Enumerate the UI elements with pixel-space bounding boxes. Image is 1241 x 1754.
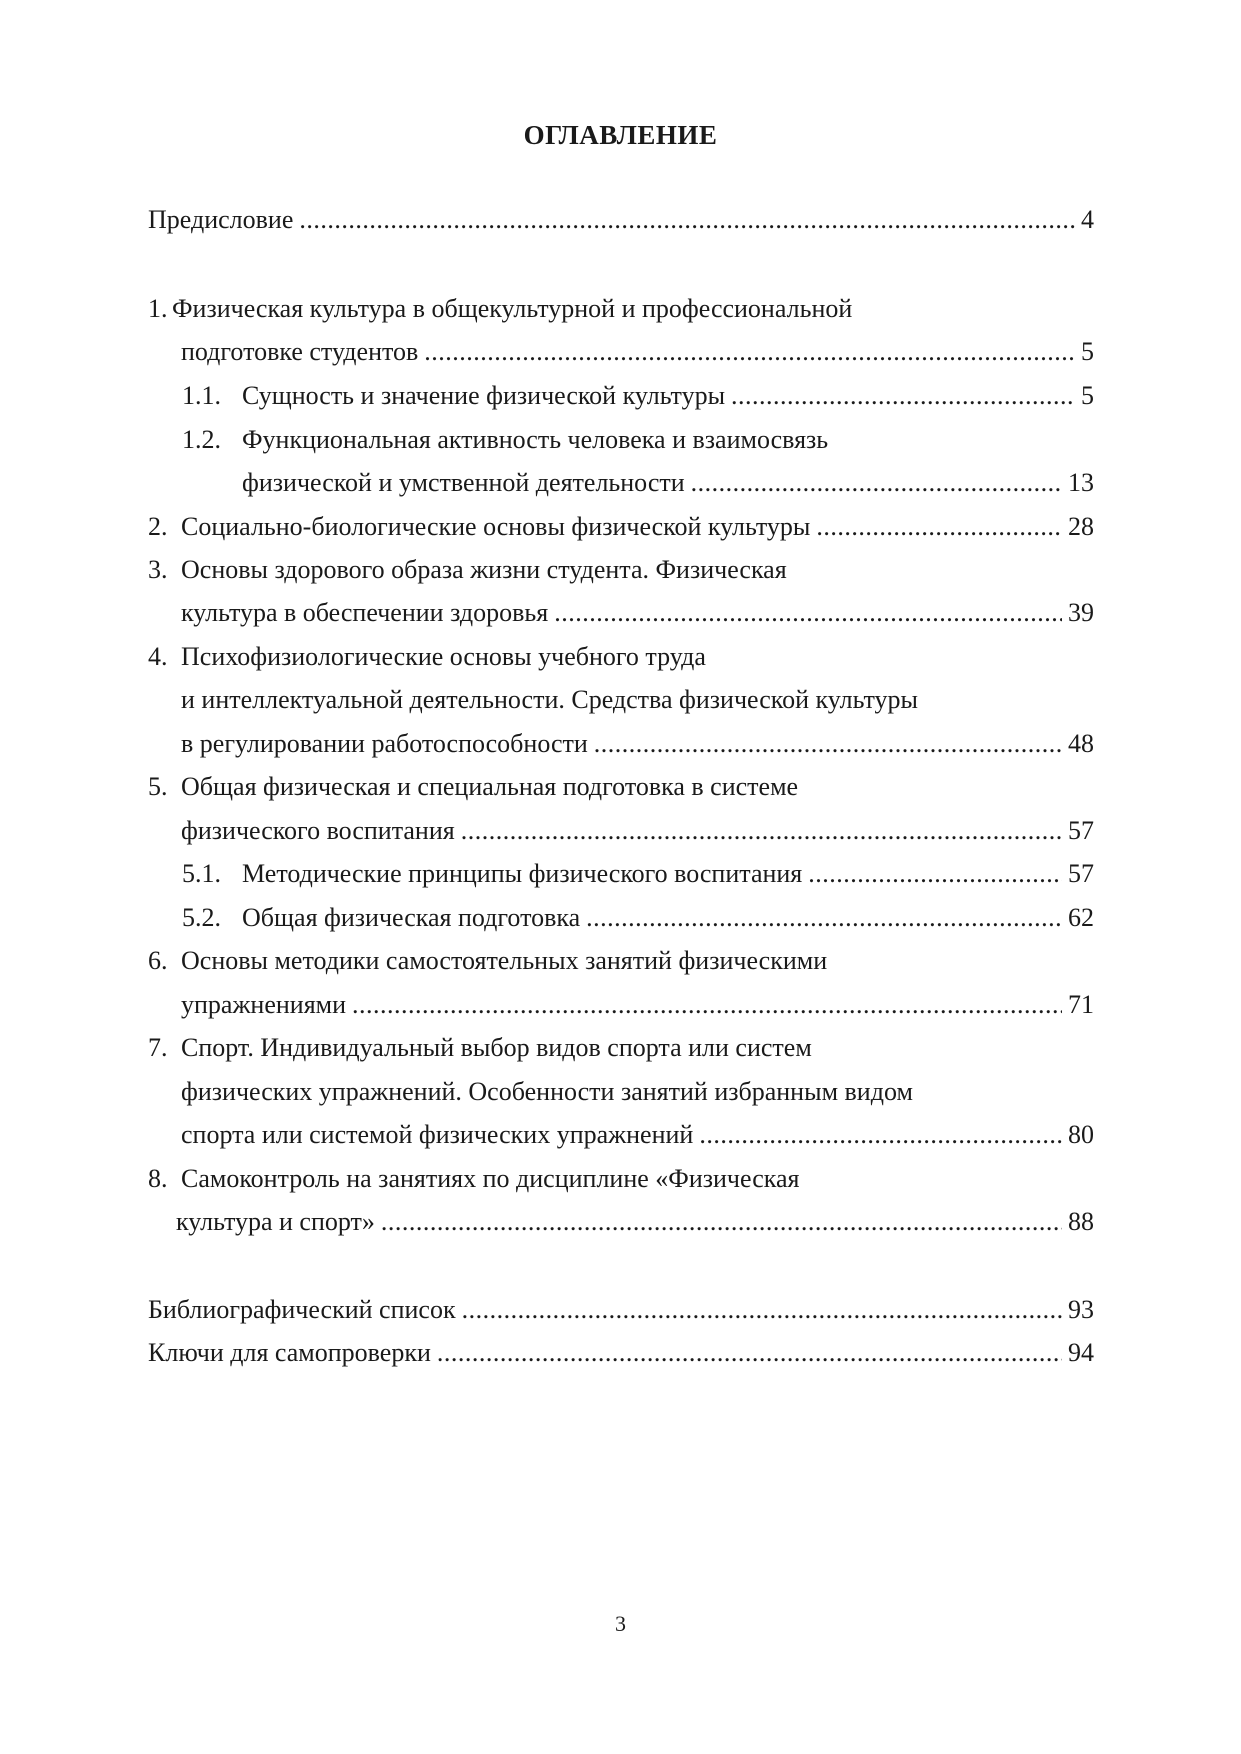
toc-entry-text: Сущность и значение физической культуры [242,381,726,410]
dot-leader [691,466,1062,500]
toc-entry-number: 1.1. [182,381,221,410]
toc-entry-number: 5.2. [182,903,221,932]
toc-entry-ch3-line2[interactable] [181,596,1094,630]
toc-page-number: 4 [1081,205,1094,234]
toc-entry-ch5-line2[interactable] [181,814,1094,848]
toc-entry-text: культура и спорт» [176,1207,375,1236]
toc-entry-text: Общая физическая подготовка [242,903,581,932]
dot-leader [352,988,1062,1022]
toc-entry-preface[interactable] [148,203,1094,237]
toc-entry-ch4-line2[interactable] [181,683,1094,717]
toc-entry-number: 3. [148,555,168,584]
toc-page-number: 5 [1081,381,1094,410]
toc-entry-text: подготовке студентов [181,337,419,366]
toc-page-number: 39 [1068,598,1094,627]
dot-leader [699,1118,1062,1152]
toc-entry-ch7-line1[interactable] [148,1031,1094,1065]
toc-entry-text: в регулировании работоспособности [181,729,588,758]
dot-leader [594,727,1062,761]
toc-entry-text: Основы методики самостоятельных занятий физическими [181,946,828,975]
toc-entry-text: физического воспитания [181,816,455,845]
toc-entry-ch1-2-line1[interactable] [182,423,1094,457]
toc-entry-text: Предисловие [148,205,294,234]
toc-page-number: 57 [1068,816,1094,845]
toc-entry-ch2[interactable] [148,510,1094,544]
toc-page-number: 62 [1068,903,1094,932]
toc-page-number: 80 [1068,1120,1094,1149]
toc-entry-keys[interactable] [148,1336,1094,1370]
page-title: ОГЛАВЛЕНИЕ [523,120,718,150]
toc-entry-text: и интеллектуальной деятельности. Средства физической культуры [181,685,918,714]
toc-entry-number: 1.2. [182,425,221,454]
toc-entry-ch6-line2[interactable] [181,988,1094,1022]
toc-entry-text: Самоконтроль на занятиях по дисциплине «Физическая [181,1164,800,1193]
toc-entry-number: 5.1. [182,859,221,888]
toc-entry-number: 4. [148,642,168,671]
toc-entry-text: Психофизиологические основы учебного труда [181,642,706,671]
toc-entry-ch1-2-line2[interactable] [242,466,1094,500]
toc-entry-ch7-line3[interactable] [181,1118,1094,1152]
toc-entry-text: Основы здорового образа жизни студента. Физическая [181,555,787,584]
toc-entry-ch1-line1[interactable] [148,292,1094,326]
toc-entry-text: Библиографический список [148,1295,456,1324]
toc-entry-text: Социально-биологические основы физической культуры [181,512,811,541]
dot-leader [808,857,1062,891]
toc-entry-text: Методические принципы физического воспитания [242,859,803,888]
toc-entry-text: Ключи для самопроверки [148,1338,431,1367]
toc-entry-ch4-line1[interactable] [148,640,1094,674]
toc-entry-ch1-line2[interactable] [181,335,1094,369]
toc-page-number: 88 [1068,1207,1094,1236]
dot-leader [424,335,1075,369]
toc-page-number: 57 [1068,859,1094,888]
toc-entry-ch6-line1[interactable] [148,944,1094,978]
toc-entry-text: Общая физическая и специальная подготовка в системе [181,772,799,801]
toc-entry-ch8-line1[interactable] [148,1162,1094,1196]
toc-entry-number: 1. [148,294,168,323]
dot-leader [462,1293,1062,1327]
dot-leader [381,1205,1062,1239]
toc-entry-bibliography[interactable] [148,1293,1094,1327]
toc-page-number: 28 [1068,512,1094,541]
toc-entry-number: 8. [148,1164,168,1193]
page-number: 3 [615,1611,626,1636]
toc-entry-ch1-1[interactable] [182,379,1094,413]
toc-page-number: 93 [1068,1295,1094,1324]
toc-page-number: 94 [1068,1338,1094,1367]
toc-page-number: 13 [1068,468,1094,497]
toc-entry-text: упражнениями [181,990,347,1019]
toc-entry-text: культура в обеспечении здоровья [181,598,549,627]
toc-entry-ch7-line2[interactable] [181,1075,1094,1109]
toc-entry-number: 6. [148,946,168,975]
toc-page-number: 5 [1081,337,1094,366]
dot-leader [437,1336,1062,1370]
toc-entry-ch3-line1[interactable] [148,553,1094,587]
dot-leader [299,203,1075,237]
dot-leader [586,901,1062,935]
dot-leader [731,379,1075,413]
toc-entry-text: физических упражнений. Особенности занятий избранным видом [181,1077,913,1106]
toc-entry-text: физической и умственной деятельности [242,468,685,497]
toc-entry-ch5-line1[interactable] [148,770,1094,804]
toc-entry-number: 2. [148,512,168,541]
toc-page-number: 48 [1068,729,1094,758]
toc-entry-text: Спорт. Индивидуальный выбор видов спорта или систем [181,1033,812,1062]
toc-page-number: 71 [1068,990,1094,1019]
toc-entry-number: 5. [148,772,168,801]
toc-entry-text: Функциональная активность человека и взаимосвязь [242,425,829,454]
dot-leader [554,596,1062,630]
toc-entry-ch4-line3[interactable] [181,727,1094,761]
toc-entry-text: Физическая культура в общекультурной и профессиональной [172,294,853,323]
toc-entry-ch5-1[interactable] [182,857,1094,891]
toc-entry-ch5-2[interactable] [182,901,1094,935]
dot-leader [816,510,1062,544]
dot-leader [461,814,1062,848]
toc-entry-ch8-line2[interactable] [176,1205,1094,1239]
toc-entry-number: 7. [148,1033,168,1062]
toc-entry-text: спорта или системой физических упражнений [181,1120,694,1149]
